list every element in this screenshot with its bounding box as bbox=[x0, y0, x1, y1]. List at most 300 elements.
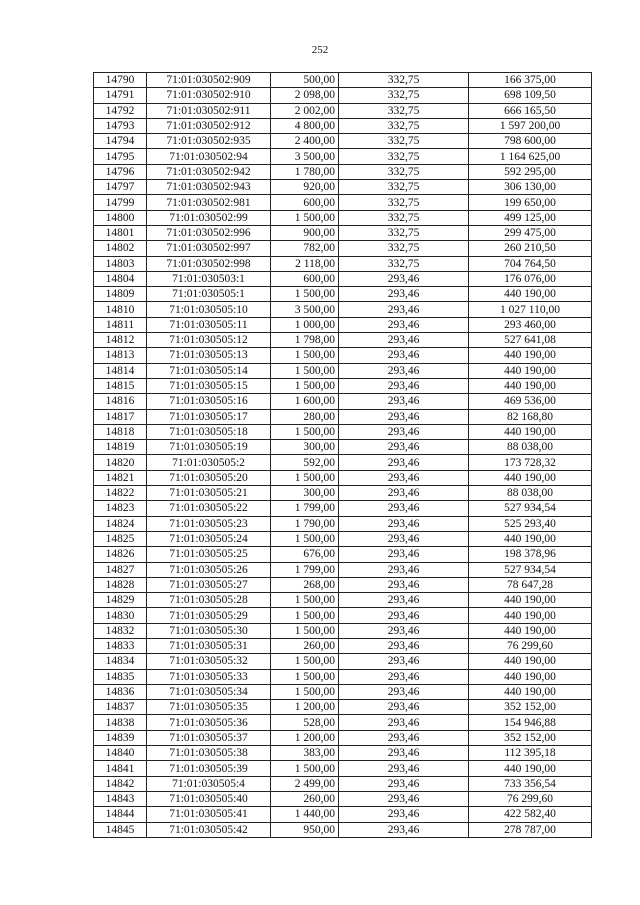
area-cell: 2 499,00 bbox=[271, 776, 339, 791]
cadastral-number-cell: 71:01:030505:12 bbox=[147, 333, 271, 348]
cadastral-value-cell: 798 600,00 bbox=[469, 134, 592, 149]
specific-value-cell: 293,46 bbox=[339, 424, 469, 439]
cadastral-number-cell: 71:01:030505:27 bbox=[147, 577, 271, 592]
cadastral-value-cell: 352 152,00 bbox=[469, 700, 592, 715]
cadastral-number-cell: 71:01:030505:17 bbox=[147, 409, 271, 424]
row-number-cell: 14840 bbox=[94, 746, 147, 761]
specific-value-cell: 293,46 bbox=[339, 531, 469, 546]
cadastral-value-cell: 440 190,00 bbox=[469, 761, 592, 776]
row-number-cell: 14828 bbox=[94, 577, 147, 592]
area-cell: 600,00 bbox=[271, 271, 339, 286]
area-cell: 592,00 bbox=[271, 455, 339, 470]
cadastral-number-cell: 71:01:030503:1 bbox=[147, 271, 271, 286]
table-body bbox=[94, 73, 592, 838]
area-cell: 3 500,00 bbox=[271, 302, 339, 317]
row-number-cell: 14833 bbox=[94, 638, 147, 653]
table-row bbox=[94, 654, 592, 669]
row-number-cell: 14793 bbox=[94, 118, 147, 133]
row-number-cell: 14797 bbox=[94, 180, 147, 195]
table-row bbox=[94, 776, 592, 791]
table-row bbox=[94, 195, 592, 210]
table-row bbox=[94, 241, 592, 256]
specific-value-cell: 293,46 bbox=[339, 455, 469, 470]
table-row bbox=[94, 547, 592, 562]
cadastral-value-cell: 166 375,00 bbox=[469, 73, 592, 88]
table-row bbox=[94, 440, 592, 455]
specific-value-cell: 293,46 bbox=[339, 470, 469, 485]
table-row bbox=[94, 669, 592, 684]
cadastral-number-cell: 71:01:030505:16 bbox=[147, 394, 271, 409]
table-row bbox=[94, 103, 592, 118]
cadastral-value-cell: 278 787,00 bbox=[469, 822, 592, 837]
area-cell: 1 500,00 bbox=[271, 287, 339, 302]
cadastral-value-cell: 733 356,54 bbox=[469, 776, 592, 791]
area-cell: 1 500,00 bbox=[271, 348, 339, 363]
cadastral-number-cell: 71:01:030505:1 bbox=[147, 287, 271, 302]
cadastral-number-cell: 71:01:030505:42 bbox=[147, 822, 271, 837]
row-number-cell: 14827 bbox=[94, 562, 147, 577]
cadastral-value-cell: 173 728,32 bbox=[469, 455, 592, 470]
row-number-cell: 14812 bbox=[94, 333, 147, 348]
row-number-cell: 14845 bbox=[94, 822, 147, 837]
row-number-cell: 14794 bbox=[94, 134, 147, 149]
cadastral-value-cell: 440 190,00 bbox=[469, 287, 592, 302]
cadastral-number-cell: 71:01:030502:99 bbox=[147, 210, 271, 225]
table-row bbox=[94, 623, 592, 638]
table-row bbox=[94, 593, 592, 608]
cadastral-number-cell: 71:01:030502:910 bbox=[147, 88, 271, 103]
specific-value-cell: 332,75 bbox=[339, 195, 469, 210]
table-row bbox=[94, 730, 592, 745]
row-number-cell: 14842 bbox=[94, 776, 147, 791]
cadastral-number-cell: 71:01:030505:14 bbox=[147, 363, 271, 378]
cadastral-number-cell: 71:01:030505:33 bbox=[147, 669, 271, 684]
area-cell: 2 118,00 bbox=[271, 256, 339, 271]
table-row bbox=[94, 807, 592, 822]
area-cell: 1 799,00 bbox=[271, 562, 339, 577]
specific-value-cell: 293,46 bbox=[339, 684, 469, 699]
specific-value-cell: 332,75 bbox=[339, 88, 469, 103]
cadastral-number-cell: 71:01:030505:26 bbox=[147, 562, 271, 577]
specific-value-cell: 293,46 bbox=[339, 271, 469, 286]
cadastral-number-cell: 71:01:030502:996 bbox=[147, 225, 271, 240]
specific-value-cell: 293,46 bbox=[339, 333, 469, 348]
area-cell: 1 798,00 bbox=[271, 333, 339, 348]
table-row bbox=[94, 394, 592, 409]
table-row bbox=[94, 180, 592, 195]
cadastral-number-cell: 71:01:030505:18 bbox=[147, 424, 271, 439]
specific-value-cell: 293,46 bbox=[339, 577, 469, 592]
specific-value-cell: 293,46 bbox=[339, 746, 469, 761]
cadastral-value-cell: 198 378,96 bbox=[469, 547, 592, 562]
specific-value-cell: 293,46 bbox=[339, 669, 469, 684]
specific-value-cell: 293,46 bbox=[339, 378, 469, 393]
row-number-cell: 14825 bbox=[94, 531, 147, 546]
area-cell: 1 500,00 bbox=[271, 623, 339, 638]
cadastral-value-cell: 1 597 200,00 bbox=[469, 118, 592, 133]
specific-value-cell: 332,75 bbox=[339, 118, 469, 133]
cadastral-number-cell: 71:01:030502:909 bbox=[147, 73, 271, 88]
row-number-cell: 14791 bbox=[94, 88, 147, 103]
cadastral-value-cell: 440 190,00 bbox=[469, 669, 592, 684]
area-cell: 383,00 bbox=[271, 746, 339, 761]
cadastral-value-cell: 440 190,00 bbox=[469, 608, 592, 623]
table-row bbox=[94, 287, 592, 302]
row-number-cell: 14817 bbox=[94, 409, 147, 424]
table-row bbox=[94, 424, 592, 439]
cadastral-value-cell: 440 190,00 bbox=[469, 363, 592, 378]
cadastral-value-cell: 592 295,00 bbox=[469, 164, 592, 179]
area-cell: 300,00 bbox=[271, 440, 339, 455]
cadastral-value-cell: 440 190,00 bbox=[469, 424, 592, 439]
area-cell: 1 500,00 bbox=[271, 424, 339, 439]
cadastral-number-cell: 71:01:030505:29 bbox=[147, 608, 271, 623]
cadastral-value-cell: 704 764,50 bbox=[469, 256, 592, 271]
cadastral-value-cell: 525 293,40 bbox=[469, 516, 592, 531]
cadastral-number-cell: 71:01:030502:997 bbox=[147, 241, 271, 256]
cadastral-number-cell: 71:01:030505:21 bbox=[147, 486, 271, 501]
specific-value-cell: 293,46 bbox=[339, 516, 469, 531]
cadastral-value-cell: 440 190,00 bbox=[469, 470, 592, 485]
specific-value-cell: 293,46 bbox=[339, 593, 469, 608]
row-number-cell: 14820 bbox=[94, 455, 147, 470]
table-row bbox=[94, 164, 592, 179]
specific-value-cell: 293,46 bbox=[339, 501, 469, 516]
area-cell: 1 000,00 bbox=[271, 317, 339, 332]
cadastral-value-cell: 88 038,00 bbox=[469, 486, 592, 501]
row-number-cell: 14818 bbox=[94, 424, 147, 439]
cadastral-value-cell: 440 190,00 bbox=[469, 593, 592, 608]
row-number-cell: 14813 bbox=[94, 348, 147, 363]
cadastral-value-cell: 1 164 625,00 bbox=[469, 149, 592, 164]
cadastral-value-cell: 1 027 110,00 bbox=[469, 302, 592, 317]
row-number-cell: 14843 bbox=[94, 791, 147, 806]
row-number-cell: 14795 bbox=[94, 149, 147, 164]
cadastral-value-cell: 440 190,00 bbox=[469, 378, 592, 393]
area-cell: 300,00 bbox=[271, 486, 339, 501]
area-cell: 920,00 bbox=[271, 180, 339, 195]
cadastral-number-cell: 71:01:030502:935 bbox=[147, 134, 271, 149]
row-number-cell: 14792 bbox=[94, 103, 147, 118]
cadastral-number-cell: 71:01:030505:37 bbox=[147, 730, 271, 745]
cadastral-number-cell: 71:01:030505:22 bbox=[147, 501, 271, 516]
area-cell: 1 500,00 bbox=[271, 608, 339, 623]
row-number-cell: 14826 bbox=[94, 547, 147, 562]
specific-value-cell: 332,75 bbox=[339, 73, 469, 88]
cadastral-number-cell: 71:01:030505:41 bbox=[147, 807, 271, 822]
row-number-cell: 14810 bbox=[94, 302, 147, 317]
area-cell: 1 799,00 bbox=[271, 501, 339, 516]
specific-value-cell: 293,46 bbox=[339, 562, 469, 577]
specific-value-cell: 332,75 bbox=[339, 180, 469, 195]
cadastral-value-cell: 88 038,00 bbox=[469, 440, 592, 455]
cadastral-value-cell: 440 190,00 bbox=[469, 623, 592, 638]
row-number-cell: 14836 bbox=[94, 684, 147, 699]
area-cell: 260,00 bbox=[271, 791, 339, 806]
area-cell: 1 500,00 bbox=[271, 593, 339, 608]
cadastral-value-cell: 440 190,00 bbox=[469, 348, 592, 363]
area-cell: 1 600,00 bbox=[271, 394, 339, 409]
cadastral-value-table bbox=[93, 72, 592, 838]
cadastral-number-cell: 71:01:030502:943 bbox=[147, 180, 271, 195]
specific-value-cell: 332,75 bbox=[339, 164, 469, 179]
table-row bbox=[94, 134, 592, 149]
row-number-cell: 14801 bbox=[94, 225, 147, 240]
row-number-cell: 14822 bbox=[94, 486, 147, 501]
cadastral-number-cell: 71:01:030505:20 bbox=[147, 470, 271, 485]
area-cell: 1 500,00 bbox=[271, 363, 339, 378]
area-cell: 1 500,00 bbox=[271, 531, 339, 546]
cadastral-number-cell: 71:01:030502:911 bbox=[147, 103, 271, 118]
table-row bbox=[94, 638, 592, 653]
row-number-cell: 14841 bbox=[94, 761, 147, 776]
cadastral-number-cell: 71:01:030505:23 bbox=[147, 516, 271, 531]
cadastral-number-cell: 71:01:030502:942 bbox=[147, 164, 271, 179]
cadastral-value-cell: 82 168,80 bbox=[469, 409, 592, 424]
cadastral-value-cell: 76 299,60 bbox=[469, 638, 592, 653]
area-cell: 1 790,00 bbox=[271, 516, 339, 531]
cadastral-value-cell: 440 190,00 bbox=[469, 531, 592, 546]
cadastral-value-cell: 440 190,00 bbox=[469, 654, 592, 669]
area-cell: 600,00 bbox=[271, 195, 339, 210]
specific-value-cell: 293,46 bbox=[339, 547, 469, 562]
table-row bbox=[94, 577, 592, 592]
specific-value-cell: 293,46 bbox=[339, 363, 469, 378]
specific-value-cell: 293,46 bbox=[339, 761, 469, 776]
row-number-cell: 14823 bbox=[94, 501, 147, 516]
row-number-cell: 14816 bbox=[94, 394, 147, 409]
cadastral-number-cell: 71:01:030505:38 bbox=[147, 746, 271, 761]
area-cell: 1 440,00 bbox=[271, 807, 339, 822]
row-number-cell: 14803 bbox=[94, 256, 147, 271]
specific-value-cell: 293,46 bbox=[339, 654, 469, 669]
area-cell: 1 500,00 bbox=[271, 210, 339, 225]
table-row bbox=[94, 88, 592, 103]
table-row bbox=[94, 118, 592, 133]
specific-value-cell: 293,46 bbox=[339, 348, 469, 363]
specific-value-cell: 332,75 bbox=[339, 225, 469, 240]
row-number-cell: 14830 bbox=[94, 608, 147, 623]
cadastral-value-cell: 422 582,40 bbox=[469, 807, 592, 822]
table-row bbox=[94, 684, 592, 699]
table-row bbox=[94, 363, 592, 378]
table-row bbox=[94, 700, 592, 715]
cadastral-value-cell: 527 934,54 bbox=[469, 562, 592, 577]
table-row bbox=[94, 470, 592, 485]
row-number-cell: 14839 bbox=[94, 730, 147, 745]
specific-value-cell: 293,46 bbox=[339, 287, 469, 302]
cadastral-value-cell: 527 934,54 bbox=[469, 501, 592, 516]
area-cell: 900,00 bbox=[271, 225, 339, 240]
specific-value-cell: 293,46 bbox=[339, 317, 469, 332]
table-row bbox=[94, 608, 592, 623]
table-row bbox=[94, 149, 592, 164]
table-row bbox=[94, 822, 592, 837]
specific-value-cell: 332,75 bbox=[339, 149, 469, 164]
cadastral-number-cell: 71:01:030505:2 bbox=[147, 455, 271, 470]
specific-value-cell: 293,46 bbox=[339, 394, 469, 409]
cadastral-number-cell: 71:01:030505:11 bbox=[147, 317, 271, 332]
area-cell: 2 098,00 bbox=[271, 88, 339, 103]
page-number: 252 bbox=[311, 44, 329, 56]
table-row bbox=[94, 486, 592, 501]
row-number-cell: 14815 bbox=[94, 378, 147, 393]
cadastral-value-cell: 352 152,00 bbox=[469, 730, 592, 745]
area-cell: 1 500,00 bbox=[271, 669, 339, 684]
specific-value-cell: 293,46 bbox=[339, 623, 469, 638]
cadastral-value-cell: 176 076,00 bbox=[469, 271, 592, 286]
cadastral-value-cell: 78 647,28 bbox=[469, 577, 592, 592]
area-cell: 1 500,00 bbox=[271, 684, 339, 699]
table-row bbox=[94, 73, 592, 88]
cadastral-number-cell: 71:01:030505:34 bbox=[147, 684, 271, 699]
cadastral-value-cell: 499 125,00 bbox=[469, 210, 592, 225]
area-cell: 3 500,00 bbox=[271, 149, 339, 164]
table-row bbox=[94, 409, 592, 424]
specific-value-cell: 332,75 bbox=[339, 134, 469, 149]
specific-value-cell: 293,46 bbox=[339, 302, 469, 317]
area-cell: 2 400,00 bbox=[271, 134, 339, 149]
row-number-cell: 14809 bbox=[94, 287, 147, 302]
area-cell: 1 500,00 bbox=[271, 470, 339, 485]
cadastral-value-cell: 469 536,00 bbox=[469, 394, 592, 409]
area-cell: 528,00 bbox=[271, 715, 339, 730]
cadastral-value-cell: 666 165,50 bbox=[469, 103, 592, 118]
cadastral-value-cell: 440 190,00 bbox=[469, 684, 592, 699]
table-row bbox=[94, 516, 592, 531]
cadastral-value-cell: 260 210,50 bbox=[469, 241, 592, 256]
cadastral-number-cell: 71:01:030505:15 bbox=[147, 378, 271, 393]
table-row bbox=[94, 302, 592, 317]
area-cell: 1 500,00 bbox=[271, 378, 339, 393]
area-cell: 268,00 bbox=[271, 577, 339, 592]
table-row bbox=[94, 761, 592, 776]
row-number-cell: 14824 bbox=[94, 516, 147, 531]
table-row bbox=[94, 256, 592, 271]
specific-value-cell: 293,46 bbox=[339, 807, 469, 822]
cadastral-number-cell: 71:01:030505:40 bbox=[147, 791, 271, 806]
cadastral-value-cell: 199 650,00 bbox=[469, 195, 592, 210]
cadastral-number-cell: 71:01:030502:94 bbox=[147, 149, 271, 164]
area-cell: 1 200,00 bbox=[271, 700, 339, 715]
cadastral-number-cell: 71:01:030505:24 bbox=[147, 531, 271, 546]
specific-value-cell: 332,75 bbox=[339, 103, 469, 118]
cadastral-value-cell: 112 395,18 bbox=[469, 746, 592, 761]
cadastral-value-cell: 306 130,00 bbox=[469, 180, 592, 195]
cadastral-number-cell: 71:01:030505:31 bbox=[147, 638, 271, 653]
row-number-cell: 14799 bbox=[94, 195, 147, 210]
table-row bbox=[94, 501, 592, 516]
table-row bbox=[94, 562, 592, 577]
area-cell: 1 200,00 bbox=[271, 730, 339, 745]
row-number-cell: 14814 bbox=[94, 363, 147, 378]
row-number-cell: 14796 bbox=[94, 164, 147, 179]
table-row bbox=[94, 333, 592, 348]
table-row bbox=[94, 271, 592, 286]
row-number-cell: 14802 bbox=[94, 241, 147, 256]
row-number-cell: 14829 bbox=[94, 593, 147, 608]
row-number-cell: 14804 bbox=[94, 271, 147, 286]
specific-value-cell: 293,46 bbox=[339, 822, 469, 837]
cadastral-number-cell: 71:01:030505:39 bbox=[147, 761, 271, 776]
specific-value-cell: 293,46 bbox=[339, 730, 469, 745]
specific-value-cell: 293,46 bbox=[339, 700, 469, 715]
specific-value-cell: 332,75 bbox=[339, 210, 469, 225]
specific-value-cell: 332,75 bbox=[339, 256, 469, 271]
specific-value-cell: 293,46 bbox=[339, 715, 469, 730]
cadastral-number-cell: 71:01:030505:25 bbox=[147, 547, 271, 562]
table-row bbox=[94, 210, 592, 225]
area-cell: 1 500,00 bbox=[271, 761, 339, 776]
cadastral-value-cell: 527 641,08 bbox=[469, 333, 592, 348]
cadastral-value-cell: 293 460,00 bbox=[469, 317, 592, 332]
specific-value-cell: 293,46 bbox=[339, 776, 469, 791]
cadastral-number-cell: 71:01:030505:10 bbox=[147, 302, 271, 317]
table-row bbox=[94, 348, 592, 363]
specific-value-cell: 293,46 bbox=[339, 638, 469, 653]
cadastral-number-cell: 71:01:030505:32 bbox=[147, 654, 271, 669]
cadastral-number-cell: 71:01:030505:36 bbox=[147, 715, 271, 730]
table-row bbox=[94, 317, 592, 332]
cadastral-number-cell: 71:01:030505:19 bbox=[147, 440, 271, 455]
row-number-cell: 14790 bbox=[94, 73, 147, 88]
area-cell: 500,00 bbox=[271, 73, 339, 88]
area-cell: 1 780,00 bbox=[271, 164, 339, 179]
cadastral-number-cell: 71:01:030505:35 bbox=[147, 700, 271, 715]
specific-value-cell: 293,46 bbox=[339, 791, 469, 806]
cadastral-number-cell: 71:01:030502:998 bbox=[147, 256, 271, 271]
cadastral-number-cell: 71:01:030502:912 bbox=[147, 118, 271, 133]
cadastral-number-cell: 71:01:030505:28 bbox=[147, 593, 271, 608]
specific-value-cell: 293,46 bbox=[339, 486, 469, 501]
table-row bbox=[94, 715, 592, 730]
area-cell: 950,00 bbox=[271, 822, 339, 837]
row-number-cell: 14844 bbox=[94, 807, 147, 822]
row-number-cell: 14838 bbox=[94, 715, 147, 730]
area-cell: 1 500,00 bbox=[271, 654, 339, 669]
cadastral-value-cell: 698 109,50 bbox=[469, 88, 592, 103]
table-row bbox=[94, 531, 592, 546]
row-number-cell: 14811 bbox=[94, 317, 147, 332]
table-row bbox=[94, 378, 592, 393]
cadastral-value-cell: 299 475,00 bbox=[469, 225, 592, 240]
row-number-cell: 14821 bbox=[94, 470, 147, 485]
specific-value-cell: 293,46 bbox=[339, 409, 469, 424]
area-cell: 2 002,00 bbox=[271, 103, 339, 118]
table-row bbox=[94, 225, 592, 240]
row-number-cell: 14819 bbox=[94, 440, 147, 455]
table-row bbox=[94, 791, 592, 806]
cadastral-number-cell: 71:01:030502:981 bbox=[147, 195, 271, 210]
row-number-cell: 14834 bbox=[94, 654, 147, 669]
table-row bbox=[94, 746, 592, 761]
specific-value-cell: 293,46 bbox=[339, 608, 469, 623]
cadastral-value-cell: 76 299,60 bbox=[469, 791, 592, 806]
cadastral-number-cell: 71:01:030505:30 bbox=[147, 623, 271, 638]
specific-value-cell: 332,75 bbox=[339, 241, 469, 256]
area-cell: 260,00 bbox=[271, 638, 339, 653]
cadastral-number-cell: 71:01:030505:4 bbox=[147, 776, 271, 791]
row-number-cell: 14800 bbox=[94, 210, 147, 225]
cadastral-value-cell: 154 946,88 bbox=[469, 715, 592, 730]
area-cell: 676,00 bbox=[271, 547, 339, 562]
area-cell: 4 800,00 bbox=[271, 118, 339, 133]
row-number-cell: 14835 bbox=[94, 669, 147, 684]
specific-value-cell: 293,46 bbox=[339, 440, 469, 455]
row-number-cell: 14832 bbox=[94, 623, 147, 638]
row-number-cell: 14837 bbox=[94, 700, 147, 715]
area-cell: 782,00 bbox=[271, 241, 339, 256]
